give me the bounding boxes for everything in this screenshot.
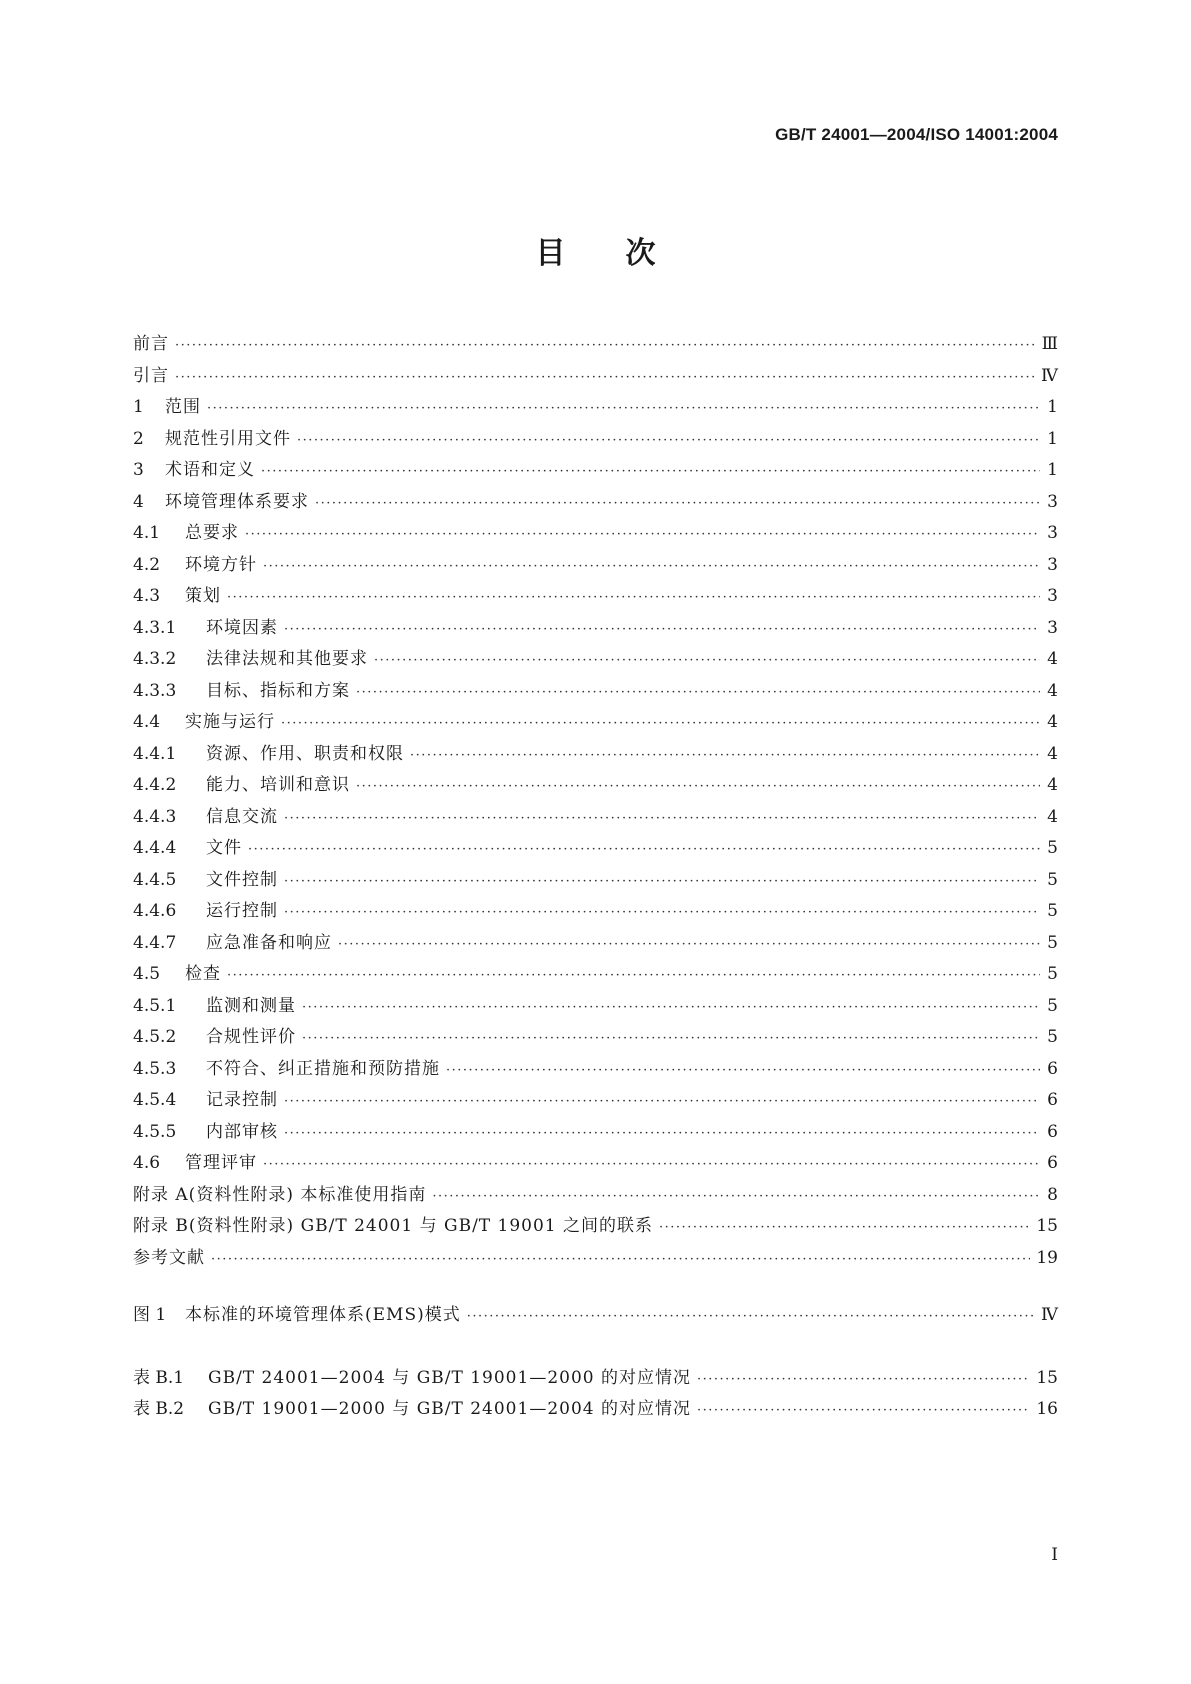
toc-leader-dots [248, 834, 1040, 866]
toc-entry-4-6[interactable] [133, 1148, 1058, 1180]
toc-entry-label: GB/T 19001—2000 与 GB/T 24001—2004 的对应情况 [208, 1399, 691, 1419]
toc-entry-number: 4.5.2 [133, 1027, 177, 1047]
toc-leader-dots [261, 456, 1040, 488]
toc-entry-number: 2 [133, 428, 144, 449]
toc-entry-page: 5 [1047, 901, 1058, 921]
toc-entry-4-4-7[interactable] [133, 928, 1058, 960]
toc-entry-label: 法律法规和其他要求 [206, 649, 368, 669]
toc-entry-page: 5 [1047, 932, 1058, 953]
toc-leader-dots [263, 551, 1040, 583]
toc-leader-dots [410, 740, 1040, 772]
toc-entry-number: 4 [133, 491, 144, 512]
toc-entry-figure-1[interactable] [133, 1300, 1058, 1332]
toc-entry-page: 5 [1047, 1027, 1058, 1047]
toc-entry-page: 3 [1047, 491, 1058, 512]
toc-entry-label: 文件控制 [206, 869, 278, 890]
toc-entry-number: 4.1 [133, 523, 161, 543]
toc-entry-page: 4 [1047, 649, 1058, 669]
toc-leader-dots [284, 866, 1040, 898]
toc-leader-dots [302, 992, 1040, 1024]
toc-entry-4-5-2[interactable] [133, 1022, 1058, 1054]
toc-leader-dots [284, 803, 1040, 835]
toc-entry-4-4-2[interactable] [133, 770, 1058, 802]
toc-entry-page: 4 [1047, 680, 1058, 701]
toc-leader-dots [697, 1395, 1030, 1427]
toc-entry-label: 信息交流 [206, 806, 278, 827]
toc-entry-1[interactable] [133, 392, 1058, 424]
toc-entry-table-b2[interactable] [133, 1394, 1058, 1426]
toc-entry-number: 3 [133, 460, 144, 480]
toc-entry-page: 3 [1047, 523, 1058, 543]
toc-entry-number: 4.4 [133, 712, 161, 732]
toc-entry-label: 附录 B(资料性附录) GB/T 24001 与 GB/T 19001 之间的联系 [133, 1216, 654, 1236]
toc-leader-dots [175, 362, 1035, 394]
toc-entry-page: 5 [1047, 838, 1058, 858]
toc-entry-page: 4 [1047, 775, 1058, 795]
toc-entry-number: 4.4.2 [133, 775, 177, 795]
toc-entry-label: 环境管理体系要求 [165, 491, 309, 512]
toc-entry-number: 4.2 [133, 554, 161, 575]
toc-entry-page: 6 [1047, 1090, 1058, 1110]
toc-entry-label: 附录 A(资料性附录) 本标准使用指南 [133, 1184, 427, 1205]
toc-entry-4-4-4[interactable] [133, 833, 1058, 865]
toc-entry-page: 15 [1036, 1216, 1058, 1236]
toc-entry-number: 4.4.7 [133, 932, 177, 953]
toc-entry-4[interactable] [133, 487, 1058, 519]
toc-entry-page: Ⅳ [1041, 365, 1058, 386]
toc-leader-dots [446, 1055, 1040, 1087]
toc-entry-4-3-1[interactable] [133, 613, 1058, 645]
toc-leader-dots [211, 1244, 1030, 1276]
page-title: 目次 [535, 236, 716, 271]
toc-entry-page: 15 [1036, 1367, 1058, 1388]
page-number: I [1051, 1545, 1058, 1565]
toc-entry-number: 表 B.2 [133, 1399, 185, 1419]
toc-leader-dots [263, 1149, 1040, 1181]
toc-entry-3[interactable] [133, 455, 1058, 487]
toc-entry-number: 4.4.1 [133, 743, 177, 764]
toc-leader-dots [207, 393, 1040, 425]
toc-leader-dots [467, 1301, 1035, 1333]
toc-entry-label: 本标准的环境管理体系(EMS)模式 [185, 1305, 461, 1325]
toc-entry-label: 资源、作用、职责和权限 [206, 743, 404, 764]
toc-entry-4-4[interactable] [133, 707, 1058, 739]
toc-entry-label: 实施与运行 [185, 712, 275, 732]
toc-entry-label: 前言 [133, 334, 169, 354]
toc-entry-table-b1[interactable] [133, 1363, 1058, 1395]
toc-entry-label: 参考文献 [133, 1247, 205, 1268]
toc-entry-annex-a[interactable] [133, 1180, 1058, 1212]
toc-entry-number: 4.5.3 [133, 1058, 177, 1079]
toc-entry-page: 5 [1047, 995, 1058, 1016]
toc-entry-label: 监测和测量 [206, 995, 296, 1016]
toc-entry-number: 4.3 [133, 586, 161, 606]
toc-entry-4-3[interactable] [133, 581, 1058, 613]
toc-leader-dots [284, 897, 1040, 929]
toc-leader-dots [281, 708, 1040, 740]
toc-leader-dots [315, 488, 1040, 520]
toc-leader-dots [175, 330, 1036, 362]
toc-entry-page: 4 [1047, 712, 1058, 732]
toc-entry-4-4-6[interactable] [133, 896, 1058, 928]
toc-entry-annex-b[interactable] [133, 1211, 1058, 1243]
toc-entry-label: 合规性评价 [206, 1027, 296, 1047]
toc-entry-label: 文件 [206, 838, 242, 858]
toc-leader-dots [356, 771, 1040, 803]
section-spacer [133, 1274, 1058, 1300]
toc-entry-number: 1 [133, 397, 144, 417]
toc-entry-label: 管理评审 [185, 1153, 257, 1173]
toc-entry-number: 4.5.1 [133, 995, 177, 1016]
toc-leader-dots [227, 960, 1040, 992]
toc-entry-page: 6 [1047, 1058, 1058, 1079]
toc-leader-dots [432, 1181, 1040, 1213]
toc-entry-number: 表 B.1 [133, 1367, 185, 1388]
section-spacer [133, 1332, 1058, 1363]
toc-entry-number: 4.5.4 [133, 1090, 177, 1110]
toc-entry-2[interactable] [133, 424, 1058, 456]
toc-entry-page: Ⅳ [1041, 1305, 1058, 1325]
toc-entry-page: 3 [1047, 554, 1058, 575]
toc-entry-label: 环境方针 [185, 554, 257, 575]
toc-entry-page: Ⅲ [1041, 334, 1058, 354]
toc-entry-label: 总要求 [185, 523, 239, 543]
toc-entry-foreword[interactable] [133, 329, 1058, 361]
toc-entry-4-3-2[interactable] [133, 644, 1058, 676]
toc-entry-page: 1 [1047, 428, 1058, 449]
toc-entry-label: 策划 [185, 586, 221, 606]
toc-leader-dots [374, 645, 1040, 677]
toc-leader-dots [297, 425, 1040, 457]
toc-entry-number: 4.4.4 [133, 838, 177, 858]
toc-entry-label: 术语和定义 [165, 460, 255, 480]
toc-entry-label: 目标、指标和方案 [206, 680, 350, 701]
toc-entry-4-4-1[interactable] [133, 739, 1058, 771]
toc-entry-label: 范围 [165, 397, 201, 417]
table-of-contents [133, 329, 1058, 1426]
toc-leader-dots [697, 1364, 1030, 1396]
toc-leader-dots [659, 1212, 1030, 1244]
toc-entry-number: 4.6 [133, 1153, 161, 1173]
toc-entry-4-5-5[interactable] [133, 1117, 1058, 1149]
toc-entry-page: 4 [1047, 806, 1058, 827]
toc-entry-label: 记录控制 [206, 1090, 278, 1110]
toc-entry-introduction[interactable] [133, 361, 1058, 393]
toc-entry-label: 检查 [185, 964, 221, 984]
toc-leader-dots [356, 677, 1040, 709]
toc-entry-page: 6 [1047, 1121, 1058, 1142]
toc-entry-page: 6 [1047, 1153, 1058, 1173]
toc-entry-4-2[interactable] [133, 550, 1058, 582]
toc-entry-label: 不符合、纠正措施和预防措施 [206, 1058, 440, 1079]
toc-entry-page: 1 [1047, 460, 1058, 480]
standard-code-header: GB/T 24001—2004/ISO 14001:2004 [775, 125, 1058, 144]
toc-entry-4-4-3[interactable] [133, 802, 1058, 834]
toc-leader-dots [227, 582, 1040, 614]
toc-entry-4-5-1[interactable] [133, 991, 1058, 1023]
toc-entry-number: 4.3.1 [133, 617, 177, 638]
toc-entry-number: 4.3.3 [133, 680, 177, 701]
toc-entry-number: 4.4.3 [133, 806, 177, 827]
toc-entry-number: 4.3.2 [133, 649, 177, 669]
toc-entry-4-4-5[interactable] [133, 865, 1058, 897]
toc-entry-label: 能力、培训和意识 [206, 775, 350, 795]
toc-entry-4-3-3[interactable] [133, 676, 1058, 708]
toc-entry-label: 规范性引用文件 [165, 428, 291, 449]
toc-entry-label: 应急准备和响应 [206, 932, 332, 953]
toc-entry-bibliography[interactable] [133, 1243, 1058, 1275]
toc-entry-number: 4.5.5 [133, 1121, 177, 1142]
toc-leader-dots [245, 519, 1040, 551]
toc-leader-dots [302, 1023, 1040, 1055]
toc-entry-page: 1 [1047, 397, 1058, 417]
toc-entry-number: 4.5 [133, 964, 161, 984]
toc-entry-page: 16 [1036, 1399, 1058, 1419]
toc-entry-4-5[interactable] [133, 959, 1058, 991]
toc-entry-number: 图 1 [133, 1305, 167, 1325]
toc-entry-page: 5 [1047, 869, 1058, 890]
toc-entry-label: 内部审核 [206, 1121, 278, 1142]
toc-entry-page: 19 [1036, 1247, 1058, 1268]
toc-entry-4-1[interactable] [133, 518, 1058, 550]
toc-entry-label: GB/T 24001—2004 与 GB/T 19001—2000 的对应情况 [208, 1367, 691, 1388]
toc-entry-4-5-3[interactable] [133, 1054, 1058, 1086]
toc-entry-page: 5 [1047, 964, 1058, 984]
toc-entry-page: 8 [1047, 1184, 1058, 1205]
toc-entry-page: 4 [1047, 743, 1058, 764]
toc-entry-label: 引言 [133, 365, 169, 386]
toc-leader-dots [338, 929, 1040, 961]
toc-entry-number: 4.4.5 [133, 869, 177, 890]
toc-leader-dots [284, 1086, 1040, 1118]
toc-entry-page: 3 [1047, 586, 1058, 606]
toc-entry-page: 3 [1047, 617, 1058, 638]
toc-entry-number: 4.4.6 [133, 901, 177, 921]
toc-entry-4-5-4[interactable] [133, 1085, 1058, 1117]
toc-entry-label: 运行控制 [206, 901, 278, 921]
toc-leader-dots [284, 614, 1040, 646]
toc-entry-label: 环境因素 [206, 617, 278, 638]
toc-leader-dots [284, 1118, 1040, 1150]
